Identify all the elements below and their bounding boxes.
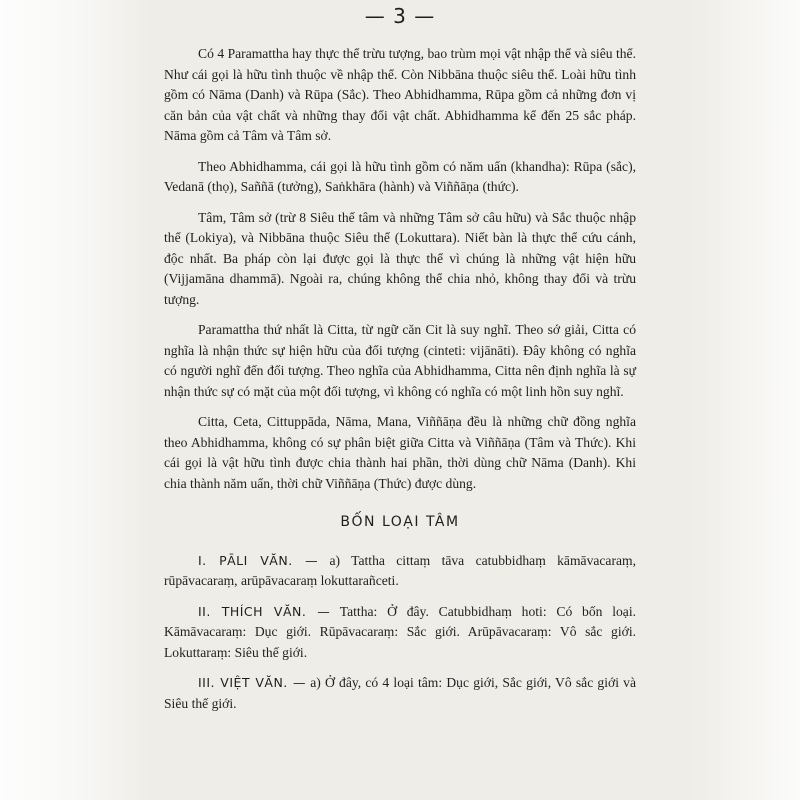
paragraph: Theo Abhidhamma, cái gọi là hữu tình gồm có năm uẩn (khandha): Rūpa (sắc), Vedanā (thọ), Saññā (tưởng), Saṅkhāra (hành) và Viññāṇa (thức). [164,158,636,194]
paragraph: Citta, Ceta, Cittuppāda, Nāma, Mana, Viññāṇa đều là những chữ đồng nghĩa theo Abhidhamma, không có sự phân biệt giữa Citta và Viññāṇa (Tâm và Thức). Khi cái gọi là vật hữu tình được chia thành hai phần, thời dùng chữ Nāma (Danh). Khi chia thành năm uẩn, thời chữ Viññāṇa (Thức) được dùng. [164,414,636,491]
page-number: — 3 — [364,4,436,28]
section-label: III. VIỆT VĂN. — [198,675,307,690]
vietnamese-text-section [164,673,636,714]
section-label: II. THÍCH VĂN. — [198,603,331,619]
section-text: a) Tattha cittaṃ tāva catubbidhaṃ kāmāvacaraṃ, rūpāvacaraṃ, arūpāvacaraṃ lokuttarañceti. [164,552,636,588]
paragraph: Có 4 Paramattha hay thực thể trừu tượng, bao trùm mọi vật nhập thể và siêu thể. Như cái gọi là hữu tình thuộc về nhập thể. Còn Nibbāna thuộc siêu thể. Loài hữu tình gồm có Nāma (Danh) và Rūpa (Sắc). Theo Abhidhamma, Rūpa gồm cả những đơn vị căn bản của vật chất và những thay đổi vật chất. Abhidhamma kể đến 25 sắc pháp. Nāma gồm cả Tâm và Tâm sở. [164,46,636,143]
section-heading: BỐN LOẠI TÂM [340,514,460,530]
paragraph: Paramattha thứ nhất là Citta, từ ngữ căn Cit là suy nghĩ. Theo sớ giải, Citta có nghĩa là nhận thức sự hiện hữu của đối tượng (cinteti: vijānāti). Đây không có nghĩa có người nghĩ đến đối tượng. Theo nghĩa của Abhidhamma, Citta nên định nghĩa là sự nhận thức sự có mặt của một đối tượng, vì không có nghĩa có một linh hồn suy nghĩ. [164,322,636,399]
section-label: I. PĀLI VĂN. — [198,552,319,568]
page-body [164,44,636,714]
section-text: a) Ở đây, có 4 loại tâm: Dục giới, Sắc giới, Vô sắc giới và Siêu thế giới. [164,675,636,711]
pali-text-section [164,551,636,592]
section-text: Tattha: Ở đây. Catubbidhaṃ hoti: Có bốn loại. Kāmāvacaraṃ: Dục giới. Rūpāvacaraṃ: Sắc giới. Arūpāvacaraṃ: Vô sắc giới. Lokuttaraṃ: Siêu thế giới. [164,603,636,660]
paragraph: Tâm, Tâm sở (trừ 8 Siêu thế tâm và những Tâm sở câu hữu) và Sắc thuộc nhập thể (Lokiya), và Nibbāna thuộc Siêu thể (Lokuttara). Niết bàn là thực thể cứu cánh, độc nhất. Ba pháp còn lại được gọi là thực thể vì chúng là những vật hiện hữu (Vijjamāna dhammā). Ngoài ra, chúng không thể chia nhỏ, không thay đổi và trừu tượng. [164,209,636,307]
commentary-section [164,602,636,664]
